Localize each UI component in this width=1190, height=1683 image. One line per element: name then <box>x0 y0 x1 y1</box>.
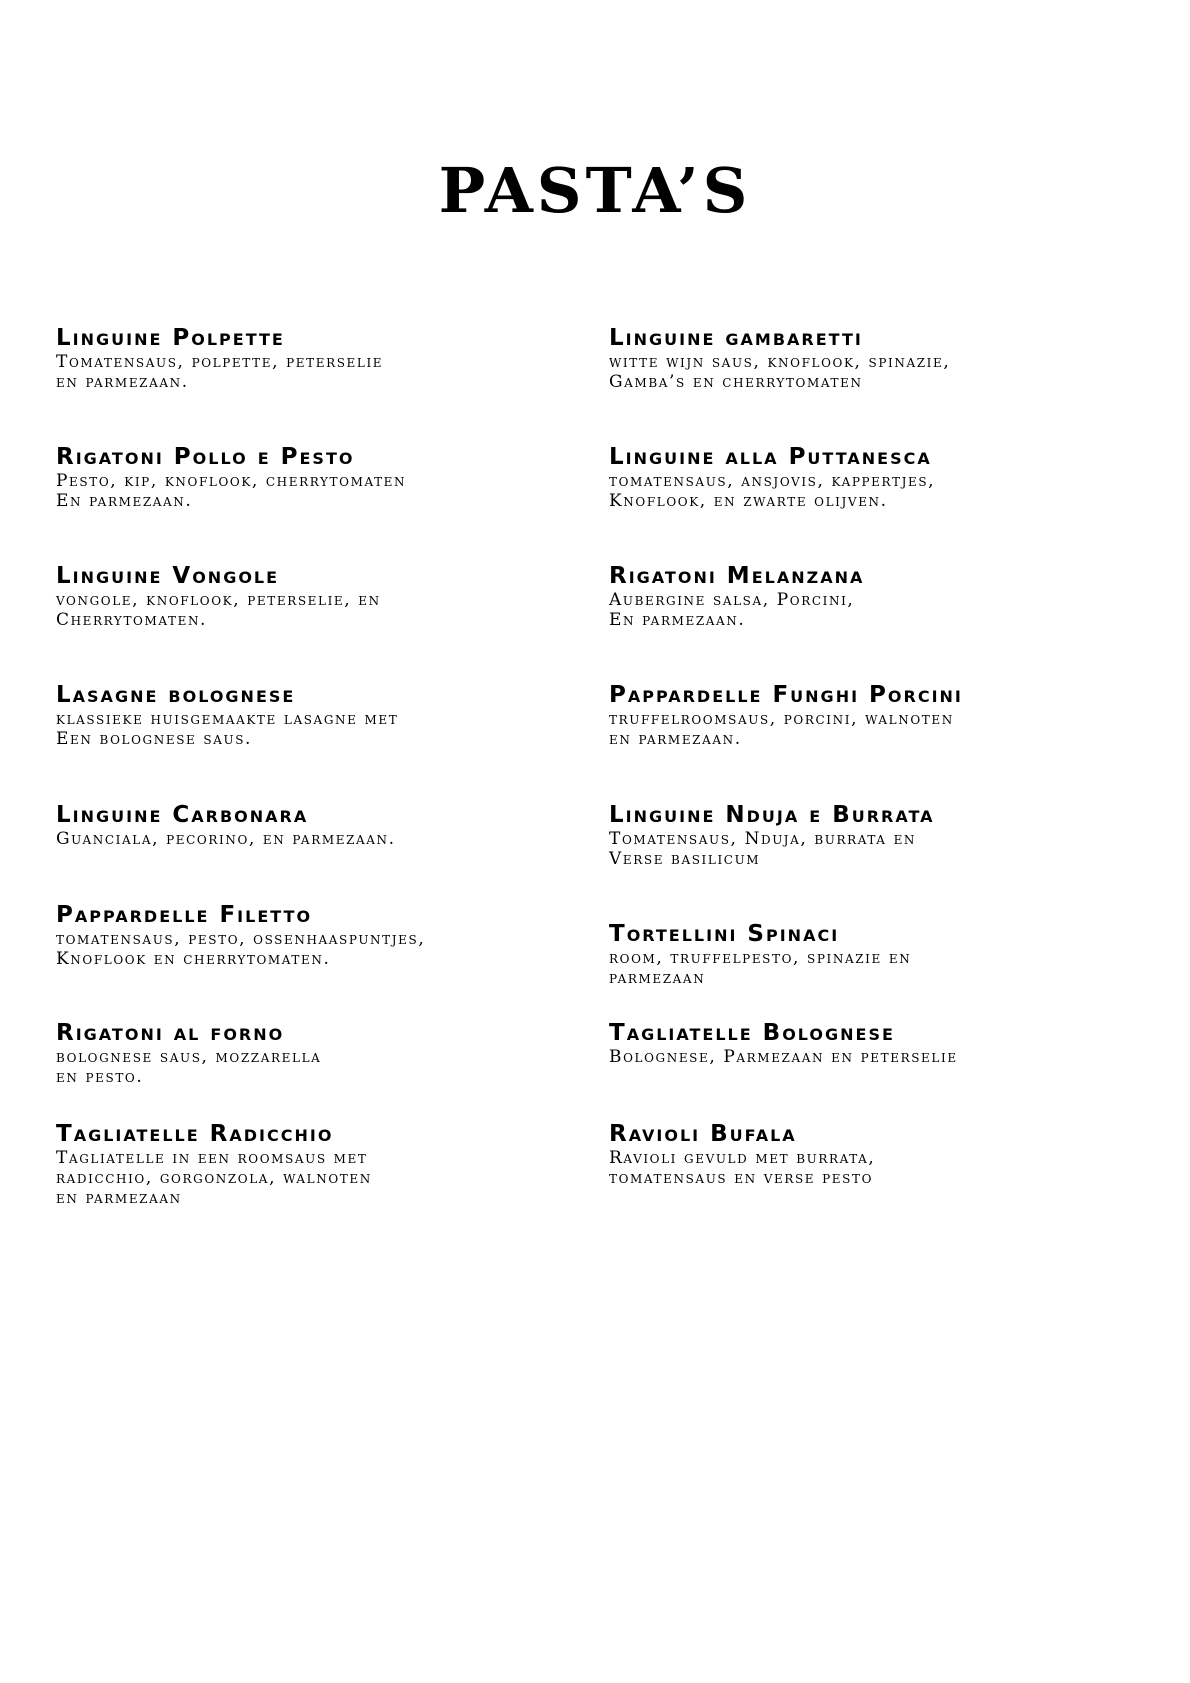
description-line: Guanciala, pecorino, en parmezaan. <box>56 829 396 849</box>
description-line: Knoflook en cherrytomaten. <box>56 949 331 969</box>
description-line: truffelroomsaus, porcini, walnoten <box>609 709 954 729</box>
description-line: Een bolognese saus. <box>56 729 253 749</box>
menu-item-description <box>56 929 576 969</box>
description-line: tomatensaus, ansjovis, kappertjes, <box>609 471 936 491</box>
menu-item-description <box>609 829 1129 869</box>
description-line: en parmezaan. <box>56 372 189 392</box>
description-line: Tagliatelle in een roomsaus met <box>56 1148 368 1168</box>
description-line: parmezaan <box>609 968 706 988</box>
menu-item-name: Linguine Vongole <box>56 563 280 589</box>
menu-item <box>56 683 576 749</box>
description-line: Ravioli gevuld met burrata, <box>609 1148 876 1168</box>
menu-item <box>56 803 576 849</box>
menu-item <box>56 445 576 511</box>
menu-item-name: Rigatoni Melanzana <box>609 563 865 589</box>
menu-item <box>609 564 1129 630</box>
menu-item-description <box>609 471 1129 511</box>
menu-item <box>56 564 576 630</box>
menu-item-description <box>56 471 576 511</box>
menu-item <box>609 445 1129 511</box>
description-line: En parmezaan. <box>609 610 746 630</box>
menu-item-name: Tortellini Spinaci <box>609 921 840 947</box>
description-line: Verse basilicum <box>609 849 761 869</box>
menu-item-name: Linguine Carbonara <box>56 802 309 828</box>
menu-item <box>56 326 576 392</box>
menu-item-description <box>56 1047 576 1087</box>
menu-item <box>56 1021 576 1087</box>
menu-item-name: Ravioli Bufala <box>609 1121 797 1147</box>
menu-item-description <box>609 590 1129 630</box>
menu-item-description <box>56 1148 576 1208</box>
menu-item-description <box>56 709 576 749</box>
menu-item-description <box>609 709 1129 749</box>
menu-item <box>609 683 1129 749</box>
menu-item-name: Rigatoni Pollo e Pesto <box>56 444 355 470</box>
menu-item-name: Tagliatelle Radicchio <box>56 1121 334 1147</box>
description-line: tomatensaus en verse pesto <box>609 1168 874 1188</box>
menu-item-description <box>56 829 576 849</box>
description-line: Tomatensaus, polpette, peterselie <box>56 352 384 372</box>
menu-item-name: Tagliatelle Bolognese <box>609 1020 895 1046</box>
menu-item <box>56 1122 576 1208</box>
menu-item-name: Linguine Nduja e Burrata <box>609 802 935 828</box>
menu-item <box>609 922 1129 988</box>
description-line: Bolognese, Parmezaan en peterselie <box>609 1047 958 1067</box>
menu-item-name: Lasagne bolognese <box>56 682 296 708</box>
description-line: en parmezaan <box>56 1188 182 1208</box>
menu-item-description <box>609 1047 1129 1067</box>
description-line: room, truffelpesto, spinazie en <box>609 948 912 968</box>
description-line: Gamba’s en cherrytomaten <box>609 372 863 392</box>
description-line: bolognese saus, mozzarella <box>56 1047 322 1067</box>
description-line: Tomatensaus, Nduja, burrata en <box>609 829 917 849</box>
menu-item-name: Pappardelle Filetto <box>56 902 313 928</box>
description-line: Pesto, kip, knoflook, cherrytomaten <box>56 471 407 491</box>
menu-item-name: Linguine Polpette <box>56 325 285 351</box>
menu-item-description <box>56 590 576 630</box>
menu-item-description <box>609 948 1129 988</box>
description-line: vongole, knoflook, peterselie, en <box>56 590 381 610</box>
menu-item-description <box>56 352 576 392</box>
description-line: witte wijn saus, knoflook, spinazie, <box>609 352 951 372</box>
menu-item-description <box>609 352 1129 392</box>
description-line: Knoflook, en zwarte olijven. <box>609 491 888 511</box>
description-line: tomatensaus, pesto, ossenhaaspuntjes, <box>56 929 426 949</box>
description-line: Aubergine salsa, Porcini, <box>609 590 855 610</box>
description-line: En parmezaan. <box>56 491 193 511</box>
description-line: en parmezaan. <box>609 729 742 749</box>
menu-item-name: Rigatoni al forno <box>56 1020 285 1046</box>
menu-item-description <box>609 1148 1129 1188</box>
description-line: en pesto. <box>56 1067 144 1087</box>
description-line: klassieke huisgemaakte lasagne met <box>56 709 399 729</box>
description-line: Cherrytomaten. <box>56 610 208 630</box>
menu-item <box>609 1122 1129 1188</box>
menu-item-name: Linguine alla Puttanesca <box>609 444 932 470</box>
menu-item <box>609 326 1129 392</box>
menu-item-name: Linguine gambaretti <box>609 325 863 351</box>
description-line: radicchio, gorgonzola, walnoten <box>56 1168 372 1188</box>
menu-item <box>609 1021 1129 1067</box>
menu-item-name: Pappardelle Funghi Porcini <box>609 682 963 708</box>
page-title: PASTA’S <box>438 154 752 227</box>
menu-item <box>609 803 1129 869</box>
menu-item <box>56 903 576 969</box>
